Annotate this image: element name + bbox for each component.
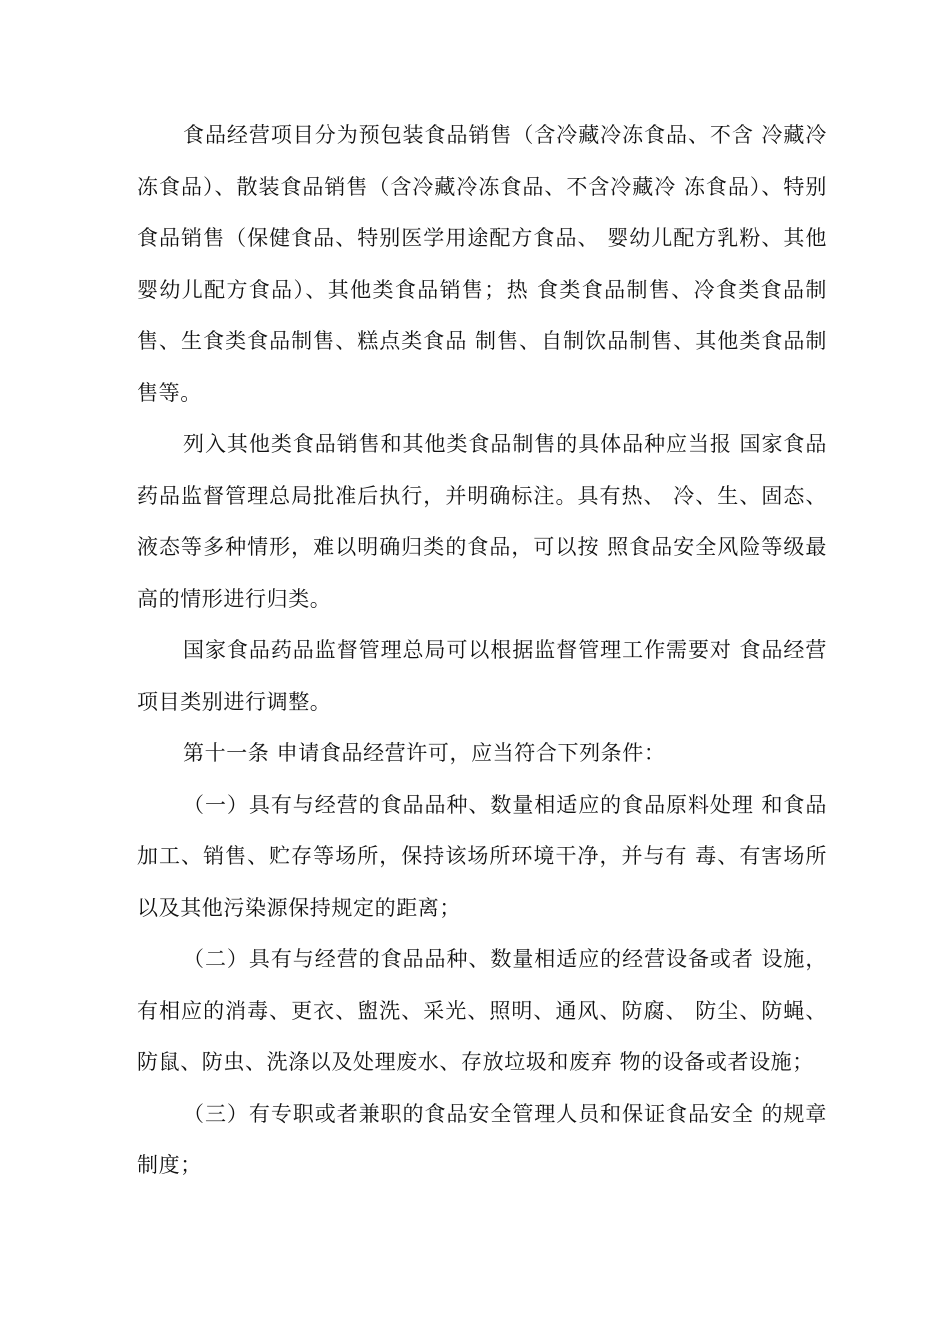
condition-one: （一）具有与经营的食品品种、数量相适应的食品原料处理 和食品加工、销售、贮存等场所，保持该场所环境干净，并与有 毒、有害场所以及其他污染源保持规定的距离； xyxy=(137,792,827,920)
article-eleven-heading: 第十一条 申请食品经营许可，应当符合下列条件： xyxy=(183,741,666,765)
paragraph-business-items: 食品经营项目分为预包装食品销售（含冷藏冷冻食品、不含 冷藏冷冻食品）、散装食品销售（含冷藏冷冻食品、不含冷藏冷 冻食品）、特别食品销售（保健食品、特别医学用途配方食品、 婴幼儿配方乳粉、其他婴幼儿配方食品）、其他类食品销售；热 食类食品制售、冷食类食品制售、生食类食品制售、糕点类食品 制售、自制饮品制售、其他类食品制售等。 xyxy=(137,123,827,405)
paragraph-other-categories: 列入其他类食品销售和其他类食品制售的具体品种应当报 国家食品药品监督管理总局批准后执行，并明确标注。具有热、 冷、生、固态、液态等多种情形，难以明确归类的食品，可以按 照食品安全风险等级最高的情形进行归类。 xyxy=(137,432,827,611)
condition-three: （三）有专职或者兼职的食品安全管理人员和保证食品安全 的规章制度； xyxy=(137,1101,827,1177)
condition-two: （二）具有与经营的食品品种、数量相适应的经营设备或者 设施，有相应的消毒、更衣、盥洗、采光、照明、通风、防腐、 防尘、防蝇、防鼠、防虫、洗涤以及处理废水、存放垃圾和废弃 物的设备或者设施； xyxy=(137,947,827,1074)
paragraph-adjustment: 国家食品药品监督管理总局可以根据监督管理工作需要对 食品经营项目类别进行调整。 xyxy=(137,638,827,714)
document-body xyxy=(137,110,827,1192)
